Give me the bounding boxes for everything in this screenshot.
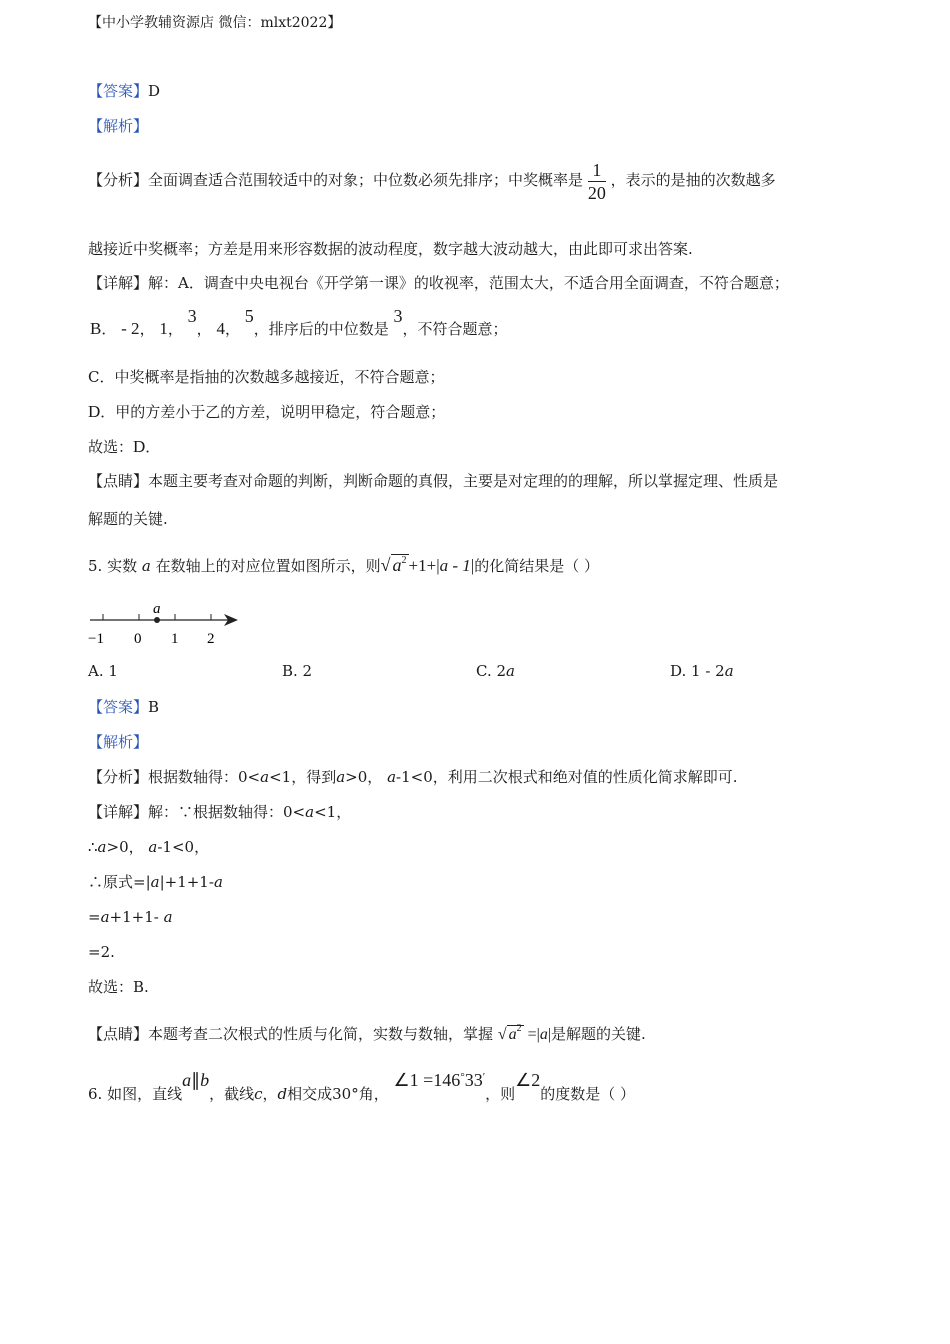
q6-var-d: d: [277, 1085, 288, 1103]
parallel-expression: [182, 1070, 209, 1090]
formula-abs-open: |: [536, 1026, 540, 1043]
option-a: [88, 662, 118, 680]
tick-label-minus1: −1: [88, 631, 104, 647]
angle2: ∠2: [515, 1070, 541, 1090]
tick-label-1: 1: [171, 631, 179, 647]
q5-xiangjie-a: a: [305, 803, 315, 821]
b-value-3: 3: [187, 306, 197, 326]
par-a: a: [182, 1070, 192, 1090]
angle1-expression: [394, 1070, 486, 1090]
b-comma-1: ，: [139, 320, 155, 338]
point-a-label: a: [153, 601, 161, 617]
option-b-label: B. 2: [282, 662, 313, 680]
q4-dianjing: [88, 471, 778, 491]
sqrt-exponent: 2: [401, 555, 407, 566]
angle1-min: 33: [464, 1070, 483, 1090]
sqrt-expression: √ $a^2$: [380, 555, 407, 575]
q6-var-c: c: [254, 1085, 263, 1103]
q6-stem: [88, 1070, 636, 1106]
b-median: 3: [393, 306, 403, 326]
step2-prefix: ∴原式=|: [88, 873, 151, 891]
q4-option-c-line: C．中奖概率是指抽的次数越多越接近，不符合题意；: [88, 368, 445, 386]
answer-tag: 【答案】: [88, 82, 149, 100]
option-d-var: a: [724, 662, 734, 680]
q5-choose: 故选：B.: [88, 978, 149, 996]
b-sep: ．: [101, 320, 117, 338]
dianjing-formula: √ $a^2 =|a|$: [497, 1023, 552, 1043]
fenxi-text-1: 全面调查适合范围较适中的对象；中位数必须先排序；中奖概率是: [148, 171, 584, 189]
q6-stem-1: 6. 如图，直线: [88, 1085, 183, 1103]
step3-mid: +1+1-: [109, 908, 164, 926]
expr-mid: +1+: [408, 556, 437, 575]
q5-fenxi-4: -1<0，利用二次根式和绝对值的性质化简求解即可.: [396, 768, 738, 786]
step2-var-a1: a: [150, 873, 160, 891]
q5-fenxi-a2: a: [336, 768, 346, 786]
xiangjie-tag: 【详解】: [88, 274, 149, 292]
number-line-figure: [86, 598, 246, 650]
q5-xiangjie: [88, 802, 351, 822]
dianjing-text-1: 本题主要考查对命题的判断，判断命题的真假，主要是对定理的的理解，所以掌握定理、性质是: [148, 472, 779, 490]
step1-var-a1: a: [97, 838, 107, 856]
q4-fenxi: [88, 150, 776, 210]
b-comma-3: ，: [196, 320, 212, 338]
formula-sqrt-exp: 2: [516, 1023, 522, 1034]
step3-var-a2: a: [163, 908, 173, 926]
q4-option-b-line: [90, 306, 508, 339]
xiangjie-a-text: 解：A．调查中央电视台《开学第一课》的收视率，范围太大，不适合用全面调查，不符合题意；: [148, 274, 789, 292]
option-a-label: A. 1: [88, 662, 118, 680]
q5-stem: [88, 555, 599, 579]
step2-var-a2: a: [213, 873, 223, 891]
q4-dianjing-cont: 解题的关键.: [88, 510, 168, 528]
fraction-denominator: 20: [587, 182, 606, 203]
q5-step2: [88, 872, 223, 892]
q5-analysis-tag: 【解析】: [88, 733, 149, 751]
q5-fenxi-tag: 【分析】: [88, 768, 149, 786]
point-a: [154, 617, 160, 623]
step3-prefix: =: [88, 908, 101, 926]
angle1-deg: °: [460, 1071, 465, 1083]
option-b: [282, 662, 312, 680]
option-d-label: D. 1 - 2: [670, 662, 725, 680]
q5-dianjing-1: 本题考查二次根式的性质与化简，实数与数轴，掌握: [148, 1025, 494, 1043]
choose-value: D: [133, 437, 146, 456]
dianjing-tag: 【点睛】: [88, 472, 149, 490]
q4-option-d-line: [88, 402, 445, 422]
b-value-4: 4: [216, 319, 225, 338]
q6-stem-5: 的度数是（ ）: [540, 1085, 636, 1103]
step1-b: -1<0，: [157, 838, 210, 856]
q5-xiangjie-2: <1，: [314, 803, 352, 821]
choose-prefix: 故选：: [88, 438, 134, 456]
formula-sqrt-base: a: [508, 1026, 517, 1043]
tick-label-2: 2: [207, 631, 215, 647]
q4-answer: [88, 81, 160, 101]
q5-answer-value: B: [148, 698, 160, 716]
option-c: [476, 662, 515, 680]
b-value-5: 5: [244, 306, 254, 326]
q6-stem-4: ，则: [485, 1085, 516, 1103]
angle1-text: ∠1 =146: [393, 1070, 461, 1090]
tick-label-0: 0: [134, 631, 142, 647]
q5-xiangjie-1: 解：∵根据数轴得：0<: [148, 803, 306, 821]
abs-open: |: [436, 556, 440, 575]
q5-dianjing-tag: 【点睛】: [88, 1025, 149, 1043]
q4-analysis-tag: 【解析】: [88, 117, 149, 135]
abs-body: a - 1: [439, 556, 471, 575]
step1-a: >0，: [106, 838, 144, 856]
b-value-2: 1: [159, 319, 168, 338]
q5-fenxi: [88, 767, 738, 787]
option-c-label: C. 2: [476, 662, 507, 680]
q5-var-a: a: [141, 557, 151, 575]
b-comma-2: ，: [167, 320, 183, 338]
q5-fenxi-3: >0，: [345, 768, 383, 786]
d-label: D: [88, 402, 101, 421]
q4-choose: [88, 437, 160, 457]
b-text: ，排序后的中位数是: [253, 320, 389, 338]
q5-fenxi-a1: a: [260, 768, 270, 786]
fraction-numerator: 1: [588, 159, 606, 182]
choose-end: ．: [145, 438, 161, 456]
b-value-1: - 2: [121, 319, 140, 338]
q5-step1: [88, 837, 209, 857]
fenxi-tag: 【分析】: [88, 171, 149, 189]
option-d: [670, 662, 734, 680]
option-c-var: a: [506, 662, 515, 680]
q5-answer-tag: 【答案】: [88, 698, 149, 716]
b-label: B: [90, 319, 102, 338]
q6-stem-2: ，截线: [209, 1085, 255, 1103]
par-sym: ∥: [191, 1070, 201, 1090]
sqrt-base: a: [392, 555, 402, 575]
par-b: b: [200, 1070, 210, 1090]
formula-abs-a: a: [539, 1026, 548, 1043]
q5-dianjing-2: 是解题的关键.: [551, 1025, 646, 1043]
step3-var-a1: a: [100, 908, 110, 926]
formula-eq: =: [523, 1026, 537, 1043]
q5-stem-2: 在数轴上的对应位置如图所示，则: [155, 557, 381, 575]
step1-var-a2: a: [148, 838, 158, 856]
page-header: 【中小学教辅资源店 微信：mlxt2022】: [88, 15, 342, 31]
q4-fenxi-cont: 越接近中奖概率；方差是用来形容数据的波动程度，数字越大波动越大，由此即可求出答案.: [88, 240, 693, 258]
q5-xiangjie-tag: 【详解】: [88, 803, 149, 821]
answer-value: D: [148, 82, 161, 100]
q5-fenxi-1: 根据数轴得：0<: [148, 768, 261, 786]
fenxi-text-2: ，表示的是抽的次数越多: [610, 171, 776, 189]
q5-step3: [88, 907, 173, 927]
q4-xiangjie-a: [88, 273, 789, 293]
q5-fenxi-2: <1，得到: [269, 768, 337, 786]
fraction-1-20: [588, 159, 606, 204]
q5-fenxi-a3: a: [387, 768, 397, 786]
angle1-prime: ′: [482, 1071, 486, 1083]
q6-sep: ，: [262, 1085, 278, 1103]
step1-prefix: ∴: [88, 838, 98, 856]
q5-stem-3: 的化简结果是（ ）: [474, 557, 599, 575]
formula-abs-close: |: [547, 1026, 552, 1043]
d-text: ．甲的方差小于乙的方差，说明甲稳定，符合题意；: [100, 403, 446, 421]
b-end: ，不符合题意；: [402, 320, 508, 338]
q5-dianjing: [88, 1024, 646, 1047]
q5-answer: [88, 697, 159, 717]
b-comma-4: ，: [224, 320, 240, 338]
step2-mid: |+1+1-: [159, 873, 214, 891]
q6-stem-3: 相交成30°角，: [287, 1085, 389, 1103]
q5-step4: =2.: [88, 943, 115, 961]
q5-stem-1: 5. 实数: [88, 557, 138, 575]
abs-close: |: [470, 556, 475, 575]
